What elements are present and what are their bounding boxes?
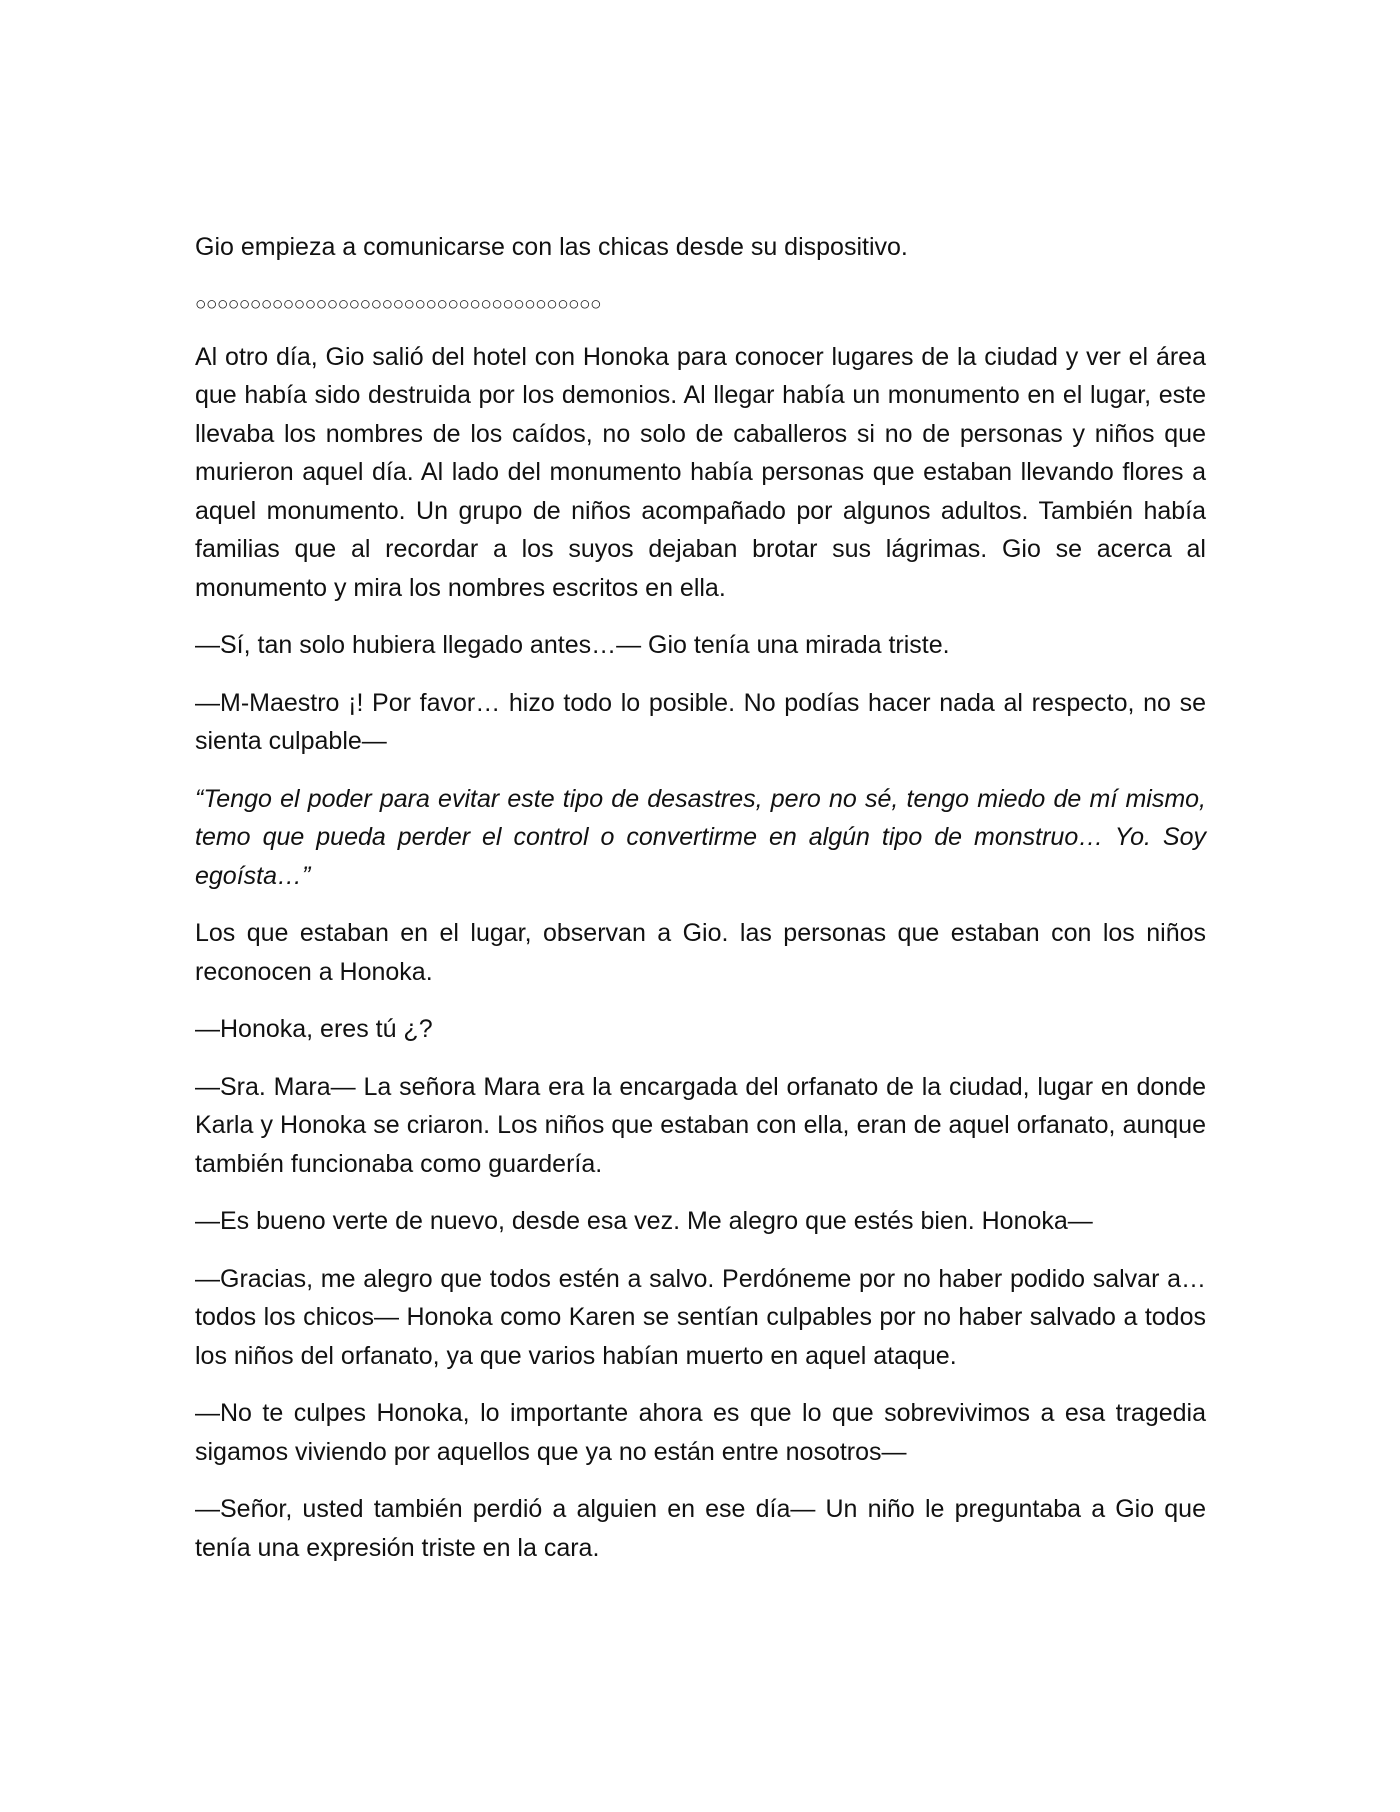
inner-thought-paragraph: “Tengo el poder para evitar este tipo de desastres, pero no sé, tengo miedo de mí mismo, temo que pueda perder el control o convertirme en algún tipo de monstruo… Yo. Soy egoísta…” xyxy=(195,784,1206,890)
dialogue-paragraph: —No te culpes Honoka, lo importante ahora es que lo que sobrevivimos a esa tragedia sigamos viviendo por aquellos que ya no están entre nosotros— xyxy=(195,1399,1206,1466)
dialogue-paragraph: —Señor, usted también perdió a alguien en ese día— Un niño le preguntaba a Gio que tenía una expresión triste en la cara. xyxy=(195,1495,1206,1562)
dialogue-paragraph: —M-Maestro ¡! Por favor… hizo todo lo posible. No podías hacer nada al respecto, no se sienta culpable— xyxy=(195,688,1206,755)
document-page xyxy=(195,228,1206,1586)
intro-paragraph: Gio empieza a comunicarse con las chicas desde su dispositivo. xyxy=(195,233,908,261)
narration-paragraph: Los que estaban en el lugar, observan a Gio. las personas que estaban con los niños reconocen a Honoka. xyxy=(195,919,1206,986)
dialogue-paragraph: —Es bueno verte de nuevo, desde esa vez. Me alegro que estés bien. Honoka— xyxy=(195,1207,1093,1235)
dialogue-paragraph: —Gracias, me alegro que todos estén a salvo. Perdóneme por no haber podido salvar a… todos los chicos— Honoka como Karen se sentían culpables por no haber salvado a todos los niños del orfanato, ya que varios habían muerto en aquel ataque. xyxy=(195,1264,1206,1370)
dialogue-paragraph: —Sí, tan solo hubiera llegado antes…— Gio tenía una mirada triste. xyxy=(195,631,950,659)
scene-separator: ○○○○○○○○○○○○○○○○○○○○○○○○○○○○○○○○○○○○○ xyxy=(195,293,602,315)
dialogue-paragraph: —Sra. Mara— La señora Mara era la encargada del orfanato de la ciudad, lugar en donde Karla y Honoka se criaron. Los niños que estaban con ella, eran de aquel orfanato, aunque también funcionaba como guardería. xyxy=(195,1072,1206,1178)
narration-paragraph: Al otro día, Gio salió del hotel con Honoka para conocer lugares de la ciudad y ver el área que había sido destruida por los demonios. Al llegar había un monumento en el lugar, este llevaba los nombres de los caídos, no solo de caballeros si no de personas y niños que murieron aquel día. Al lado del monumento había personas que estaban llevando flores a aquel monumento. Un grupo de niños acompañado por algunos adultos. También había familias que al recordar a los suyos dejaban brotar sus lágrimas. Gio se acerca al monumento y mira los nombres escritos en ella. xyxy=(195,342,1206,602)
dialogue-paragraph: —Honoka, eres tú ¿? xyxy=(195,1015,433,1043)
